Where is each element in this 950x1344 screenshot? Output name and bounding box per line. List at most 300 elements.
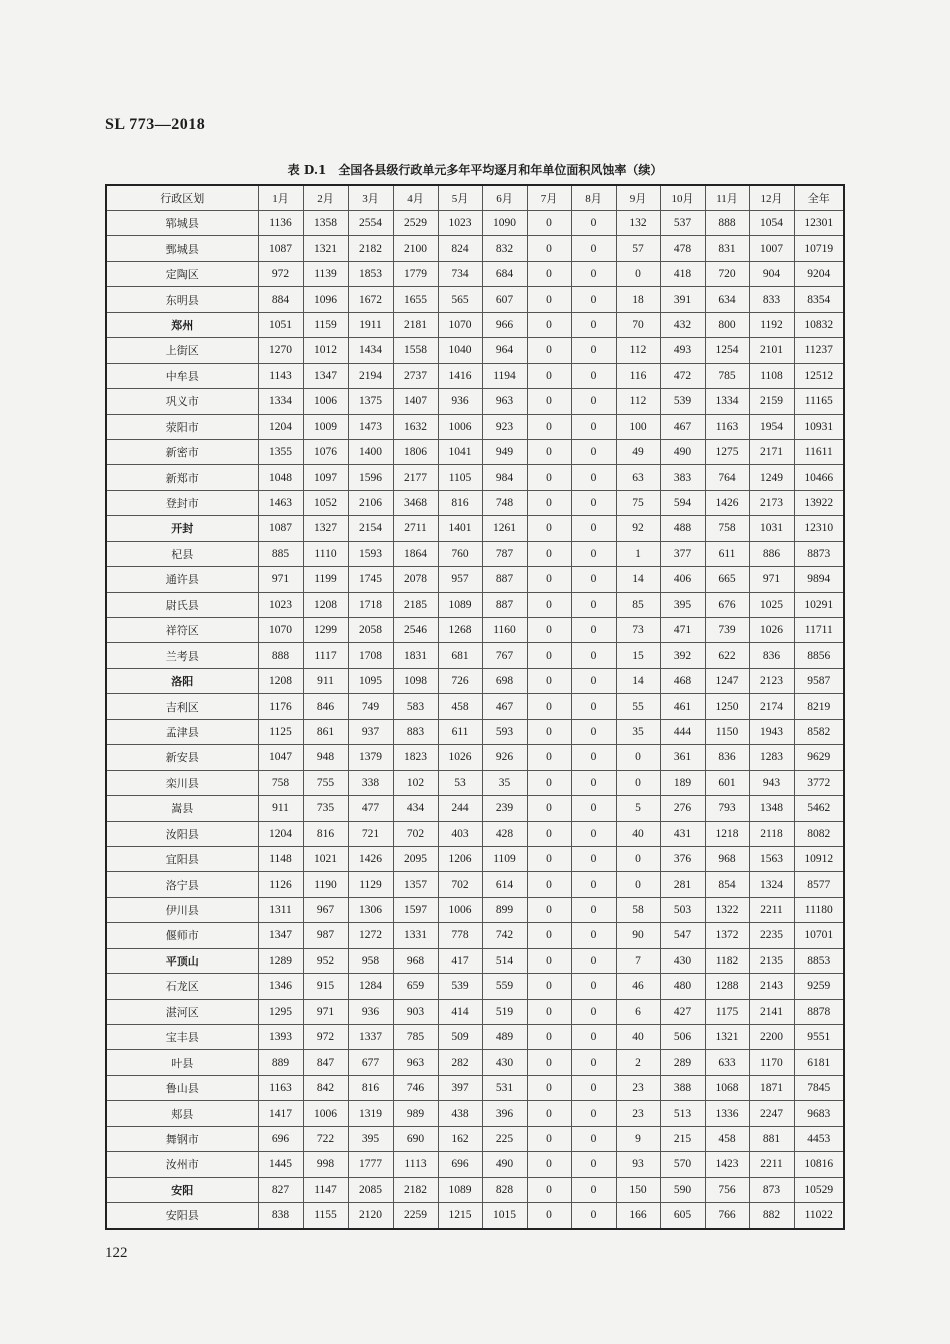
- value-cell: 0: [527, 261, 571, 286]
- table-row: [106, 287, 844, 312]
- value-cell: 1864: [393, 541, 438, 566]
- value-cell: 836: [749, 643, 794, 668]
- value-cell: 0: [527, 846, 571, 871]
- value-cell: 0: [527, 719, 571, 744]
- value-cell: 35: [482, 770, 527, 795]
- value-cell: 2259: [393, 1203, 438, 1229]
- value-cell: 1126: [258, 872, 303, 897]
- value-cell: 1334: [258, 389, 303, 414]
- value-cell: 1129: [348, 872, 393, 897]
- value-cell: 46: [616, 974, 660, 999]
- value-cell: 1331: [393, 923, 438, 948]
- value-cell: 93: [616, 1152, 660, 1177]
- value-cell: 0: [527, 618, 571, 643]
- value-cell: 1372: [705, 923, 749, 948]
- value-cell: 1563: [749, 846, 794, 871]
- value-cell: 2554: [348, 211, 393, 236]
- value-cell: 1250: [705, 694, 749, 719]
- value-cell: 2211: [749, 1152, 794, 1177]
- value-cell: 40: [616, 821, 660, 846]
- value-cell: 755: [303, 770, 348, 795]
- value-cell: 14: [616, 668, 660, 693]
- value-cell: 1087: [258, 516, 303, 541]
- region-name: 安阳县: [106, 1203, 258, 1229]
- value-cell: 418: [660, 261, 705, 286]
- value-cell: 9: [616, 1126, 660, 1151]
- value-cell: 0: [527, 516, 571, 541]
- region-name: 石龙区: [106, 974, 258, 999]
- value-cell: 8878: [794, 999, 844, 1024]
- region-name: 安阳: [106, 1177, 258, 1202]
- value-cell: 488: [660, 516, 705, 541]
- region-name: 定陶区: [106, 261, 258, 286]
- table-row: [106, 236, 844, 261]
- value-cell: 605: [660, 1203, 705, 1229]
- value-cell: 0: [571, 567, 616, 592]
- value-cell: 1806: [393, 439, 438, 464]
- region-name: 洛阳: [106, 668, 258, 693]
- value-cell: 0: [527, 999, 571, 1024]
- value-cell: 14: [616, 567, 660, 592]
- value-cell: 987: [303, 923, 348, 948]
- value-cell: 885: [258, 541, 303, 566]
- value-cell: 1110: [303, 541, 348, 566]
- value-cell: 800: [705, 312, 749, 337]
- value-cell: 968: [705, 846, 749, 871]
- value-cell: 734: [438, 261, 482, 286]
- value-cell: 1194: [482, 363, 527, 388]
- value-cell: 0: [527, 363, 571, 388]
- value-cell: 2078: [393, 567, 438, 592]
- value-cell: 2185: [393, 592, 438, 617]
- value-cell: 0: [527, 439, 571, 464]
- value-cell: 0: [571, 872, 616, 897]
- region-name: 巩义市: [106, 389, 258, 414]
- value-cell: 1299: [303, 618, 348, 643]
- value-cell: 1321: [303, 236, 348, 261]
- value-cell: 11611: [794, 439, 844, 464]
- value-cell: 611: [438, 719, 482, 744]
- value-cell: 150: [616, 1177, 660, 1202]
- value-cell: 0: [527, 974, 571, 999]
- value-cell: 0: [571, 846, 616, 871]
- value-cell: 35: [616, 719, 660, 744]
- column-header: 7月: [527, 185, 571, 211]
- value-cell: 742: [482, 923, 527, 948]
- value-cell: 10529: [794, 1177, 844, 1202]
- value-cell: 937: [348, 719, 393, 744]
- value-cell: 833: [749, 287, 794, 312]
- value-cell: 0: [571, 618, 616, 643]
- region-name: 杞县: [106, 541, 258, 566]
- region-name: 孟津县: [106, 719, 258, 744]
- value-cell: 1249: [749, 465, 794, 490]
- value-cell: 391: [660, 287, 705, 312]
- value-cell: 73: [616, 618, 660, 643]
- value-cell: 11165: [794, 389, 844, 414]
- value-cell: 590: [660, 1177, 705, 1202]
- value-cell: 998: [303, 1152, 348, 1177]
- value-cell: 2106: [348, 490, 393, 515]
- value-cell: 8856: [794, 643, 844, 668]
- value-cell: 396: [482, 1101, 527, 1126]
- value-cell: 503: [660, 897, 705, 922]
- region-name: 中牟县: [106, 363, 258, 388]
- value-cell: 392: [660, 643, 705, 668]
- value-cell: 6: [616, 999, 660, 1024]
- value-cell: 361: [660, 745, 705, 770]
- value-cell: 1347: [303, 363, 348, 388]
- value-cell: 431: [660, 821, 705, 846]
- value-cell: 559: [482, 974, 527, 999]
- value-cell: 1426: [705, 490, 749, 515]
- table-row: [106, 1177, 844, 1202]
- value-cell: 735: [303, 796, 348, 821]
- value-cell: 2141: [749, 999, 794, 1024]
- value-cell: 1054: [749, 211, 794, 236]
- value-cell: 513: [660, 1101, 705, 1126]
- value-cell: 1204: [258, 414, 303, 439]
- table-row: [106, 312, 844, 337]
- value-cell: 873: [749, 1177, 794, 1202]
- region-name: 开封: [106, 516, 258, 541]
- value-cell: 1311: [258, 897, 303, 922]
- column-header: 4月: [393, 185, 438, 211]
- value-cell: 1139: [303, 261, 348, 286]
- table-row: [106, 490, 844, 515]
- table-row: [106, 1050, 844, 1075]
- value-cell: 49: [616, 439, 660, 464]
- value-cell: 828: [482, 1177, 527, 1202]
- value-cell: 6181: [794, 1050, 844, 1075]
- value-cell: 1597: [393, 897, 438, 922]
- column-header: 12月: [749, 185, 794, 211]
- table-row: [106, 999, 844, 1024]
- value-cell: 1125: [258, 719, 303, 744]
- table-row: [106, 668, 844, 693]
- value-cell: 1319: [348, 1101, 393, 1126]
- value-cell: 1108: [749, 363, 794, 388]
- region-name: 上街区: [106, 338, 258, 363]
- value-cell: 11237: [794, 338, 844, 363]
- value-cell: 9587: [794, 668, 844, 693]
- table-row: [106, 745, 844, 770]
- value-cell: 0: [571, 948, 616, 973]
- value-cell: 1275: [705, 439, 749, 464]
- value-cell: 1355: [258, 439, 303, 464]
- value-cell: 430: [660, 948, 705, 973]
- value-cell: 971: [303, 999, 348, 1024]
- value-cell: 622: [705, 643, 749, 668]
- value-cell: 5: [616, 796, 660, 821]
- value-cell: 0: [571, 745, 616, 770]
- value-cell: 665: [705, 567, 749, 592]
- value-cell: 785: [393, 1025, 438, 1050]
- column-header: 9月: [616, 185, 660, 211]
- value-cell: 888: [258, 643, 303, 668]
- value-cell: 1379: [348, 745, 393, 770]
- region-name: 平顶山: [106, 948, 258, 973]
- value-cell: 55: [616, 694, 660, 719]
- value-cell: 10931: [794, 414, 844, 439]
- value-cell: 972: [303, 1025, 348, 1050]
- value-cell: 836: [705, 745, 749, 770]
- value-cell: 1463: [258, 490, 303, 515]
- value-cell: 377: [660, 541, 705, 566]
- region-name: 东明县: [106, 287, 258, 312]
- value-cell: 0: [527, 897, 571, 922]
- value-cell: 1321: [705, 1025, 749, 1050]
- column-header: 3月: [348, 185, 393, 211]
- value-cell: 963: [393, 1050, 438, 1075]
- value-cell: 0: [527, 796, 571, 821]
- value-cell: 0: [527, 1050, 571, 1075]
- value-cell: 10291: [794, 592, 844, 617]
- value-cell: 1284: [348, 974, 393, 999]
- value-cell: 1853: [348, 261, 393, 286]
- standard-code: SL 773—2018: [105, 116, 206, 133]
- region-name: 吉利区: [106, 694, 258, 719]
- value-cell: 1337: [348, 1025, 393, 1050]
- value-cell: 722: [303, 1126, 348, 1151]
- value-cell: 438: [438, 1101, 482, 1126]
- value-cell: 2194: [348, 363, 393, 388]
- value-cell: 0: [571, 1152, 616, 1177]
- region-name: 荥阳市: [106, 414, 258, 439]
- value-cell: 816: [438, 490, 482, 515]
- value-cell: 116: [616, 363, 660, 388]
- value-cell: 696: [258, 1126, 303, 1151]
- value-cell: 531: [482, 1075, 527, 1100]
- region-name: 偃师市: [106, 923, 258, 948]
- value-cell: 0: [571, 897, 616, 922]
- value-cell: 0: [527, 745, 571, 770]
- value-cell: 338: [348, 770, 393, 795]
- value-cell: 10719: [794, 236, 844, 261]
- value-cell: 1143: [258, 363, 303, 388]
- value-cell: 0: [571, 389, 616, 414]
- value-cell: 739: [705, 618, 749, 643]
- value-cell: 0: [571, 923, 616, 948]
- region-name: 嵩县: [106, 796, 258, 821]
- value-cell: 0: [571, 1177, 616, 1202]
- value-cell: 915: [303, 974, 348, 999]
- value-cell: 758: [258, 770, 303, 795]
- value-cell: 132: [616, 211, 660, 236]
- region-name: 郑州: [106, 312, 258, 337]
- value-cell: 2101: [749, 338, 794, 363]
- column-header: 6月: [482, 185, 527, 211]
- value-cell: 1155: [303, 1203, 348, 1229]
- value-cell: 0: [527, 948, 571, 973]
- value-cell: 1175: [705, 999, 749, 1024]
- value-cell: 2135: [749, 948, 794, 973]
- value-cell: 1208: [303, 592, 348, 617]
- value-cell: 758: [705, 516, 749, 541]
- value-cell: 215: [660, 1126, 705, 1151]
- value-cell: 1163: [705, 414, 749, 439]
- region-name: 伊川县: [106, 897, 258, 922]
- value-cell: 943: [749, 770, 794, 795]
- value-cell: 1322: [705, 897, 749, 922]
- value-cell: 767: [482, 643, 527, 668]
- value-cell: 100: [616, 414, 660, 439]
- value-cell: 0: [571, 261, 616, 286]
- value-cell: 1777: [348, 1152, 393, 1177]
- value-cell: 676: [705, 592, 749, 617]
- value-cell: 1306: [348, 897, 393, 922]
- value-cell: 1206: [438, 846, 482, 871]
- value-cell: 0: [527, 211, 571, 236]
- value-cell: 428: [482, 821, 527, 846]
- table-row: [106, 1075, 844, 1100]
- value-cell: 1204: [258, 821, 303, 846]
- value-cell: 601: [705, 770, 749, 795]
- table-row: [106, 923, 844, 948]
- value-cell: 1334: [705, 389, 749, 414]
- value-cell: 0: [571, 1075, 616, 1100]
- value-cell: 696: [438, 1152, 482, 1177]
- value-cell: 726: [438, 668, 482, 693]
- value-cell: 13922: [794, 490, 844, 515]
- value-cell: 0: [571, 770, 616, 795]
- table-row: [106, 719, 844, 744]
- value-cell: 698: [482, 668, 527, 693]
- value-cell: 0: [571, 236, 616, 261]
- table-row: [106, 1101, 844, 1126]
- value-cell: 1348: [749, 796, 794, 821]
- value-cell: 827: [258, 1177, 303, 1202]
- value-cell: 0: [571, 541, 616, 566]
- value-cell: 1871: [749, 1075, 794, 1100]
- value-cell: 854: [705, 872, 749, 897]
- value-cell: 816: [303, 821, 348, 846]
- value-cell: 746: [393, 1075, 438, 1100]
- value-cell: 1289: [258, 948, 303, 973]
- value-cell: 984: [482, 465, 527, 490]
- value-cell: 2211: [749, 897, 794, 922]
- value-cell: 2235: [749, 923, 794, 948]
- value-cell: 9259: [794, 974, 844, 999]
- value-cell: 0: [571, 719, 616, 744]
- value-cell: 85: [616, 592, 660, 617]
- value-cell: 936: [348, 999, 393, 1024]
- value-cell: 0: [527, 567, 571, 592]
- value-cell: 1006: [303, 1101, 348, 1126]
- region-name: 鲁山县: [106, 1075, 258, 1100]
- value-cell: 903: [393, 999, 438, 1024]
- value-cell: 2171: [749, 439, 794, 464]
- region-name: 郓城县: [106, 211, 258, 236]
- value-cell: 430: [482, 1050, 527, 1075]
- value-cell: 0: [527, 414, 571, 439]
- value-cell: 1070: [258, 618, 303, 643]
- value-cell: 1089: [438, 1177, 482, 1202]
- value-cell: 9551: [794, 1025, 844, 1050]
- region-name: 宜阳县: [106, 846, 258, 871]
- value-cell: 10466: [794, 465, 844, 490]
- value-cell: 766: [705, 1203, 749, 1229]
- value-cell: 0: [571, 796, 616, 821]
- table-row: [106, 948, 844, 973]
- value-cell: 1346: [258, 974, 303, 999]
- value-cell: 9204: [794, 261, 844, 286]
- value-cell: 1109: [482, 846, 527, 871]
- value-cell: 162: [438, 1126, 482, 1151]
- value-cell: 1247: [705, 668, 749, 693]
- value-cell: 593: [482, 719, 527, 744]
- value-cell: 1: [616, 541, 660, 566]
- value-cell: 1272: [348, 923, 393, 948]
- value-cell: 0: [527, 872, 571, 897]
- value-cell: 565: [438, 287, 482, 312]
- value-cell: 489: [482, 1025, 527, 1050]
- value-cell: 2120: [348, 1203, 393, 1229]
- value-cell: 1070: [438, 312, 482, 337]
- value-cell: 493: [660, 338, 705, 363]
- table-row: [106, 1025, 844, 1050]
- value-cell: 23: [616, 1101, 660, 1126]
- value-cell: 1170: [749, 1050, 794, 1075]
- value-cell: 2737: [393, 363, 438, 388]
- value-cell: 816: [348, 1075, 393, 1100]
- value-cell: 0: [571, 1025, 616, 1050]
- value-cell: 1336: [705, 1101, 749, 1126]
- value-cell: 7845: [794, 1075, 844, 1100]
- value-cell: 634: [705, 287, 749, 312]
- region-name: 通许县: [106, 567, 258, 592]
- table-body: [106, 211, 844, 1229]
- value-cell: 881: [749, 1126, 794, 1151]
- value-cell: 963: [482, 389, 527, 414]
- value-cell: 2546: [393, 618, 438, 643]
- value-cell: 519: [482, 999, 527, 1024]
- value-cell: 1190: [303, 872, 348, 897]
- value-cell: 1283: [749, 745, 794, 770]
- column-header: 2月: [303, 185, 348, 211]
- value-cell: 1199: [303, 567, 348, 592]
- value-cell: 1270: [258, 338, 303, 363]
- value-cell: 2529: [393, 211, 438, 236]
- value-cell: 1718: [348, 592, 393, 617]
- value-cell: 12512: [794, 363, 844, 388]
- value-cell: 787: [482, 541, 527, 566]
- value-cell: 1911: [348, 312, 393, 337]
- value-cell: 583: [393, 694, 438, 719]
- value-cell: 8853: [794, 948, 844, 973]
- value-cell: 0: [527, 287, 571, 312]
- region-name: 舞钢市: [106, 1126, 258, 1151]
- value-cell: 1097: [303, 465, 348, 490]
- value-cell: 971: [749, 567, 794, 592]
- value-cell: 0: [571, 338, 616, 363]
- value-cell: 1358: [303, 211, 348, 236]
- table-row: [106, 1152, 844, 1177]
- column-header: 10月: [660, 185, 705, 211]
- value-cell: 0: [571, 668, 616, 693]
- value-cell: 0: [571, 211, 616, 236]
- column-header: 8月: [571, 185, 616, 211]
- value-cell: 4453: [794, 1126, 844, 1151]
- value-cell: 0: [571, 1203, 616, 1229]
- value-cell: 842: [303, 1075, 348, 1100]
- value-cell: 2173: [749, 490, 794, 515]
- value-cell: 1051: [258, 312, 303, 337]
- value-cell: 276: [660, 796, 705, 821]
- column-header: 11月: [705, 185, 749, 211]
- value-cell: 1113: [393, 1152, 438, 1177]
- value-cell: 1445: [258, 1152, 303, 1177]
